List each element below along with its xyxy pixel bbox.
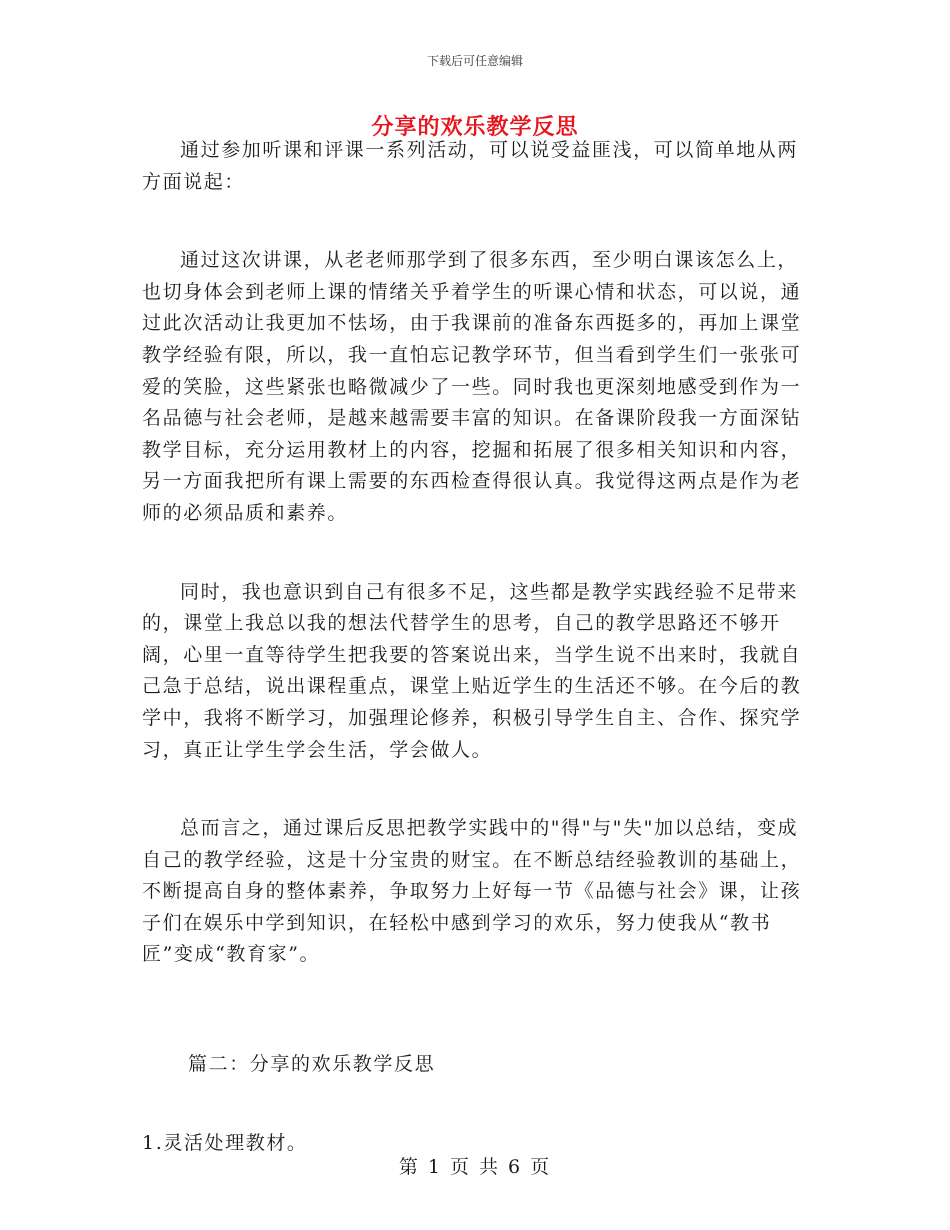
list-item: 1.灵活处理教材。 bbox=[142, 1131, 308, 1154]
paragraph-intro: 通过参加听课和评课一系列活动，可以说受益匪浅，可以简单地从两方面说起： bbox=[142, 139, 799, 193]
paragraph-gap bbox=[142, 198, 808, 245]
header-note: 下载后可任意编辑 bbox=[426, 54, 523, 68]
paragraph-shortcomings: 同时，我也意识到自己有很多不足，这些都是教学实践经验不足带来的，课堂上我总以我的想法代替学生的思考，自己的教学思路还不够开阔，心里一直等待学生把我要的答案说出来，当学生说不出来时，我就自己急于总结，说出课程重点，课堂上贴近学生的生活还不够。在今后的教学中，我将不断学习，加强理论修养，积极引导学生自主、合作、探究学习，真正让学生学会生活，学会做人。 bbox=[142, 580, 802, 761]
footer-total-pages: 6 bbox=[508, 1156, 523, 1178]
document-title: 分享的欢乐教学反思 bbox=[371, 114, 579, 140]
paragraph-gap bbox=[142, 766, 808, 813]
paragraph-gap bbox=[142, 530, 808, 577]
section-heading: 篇二：分享的欢乐教学反思 bbox=[188, 1053, 436, 1076]
footer-middle: 页 共 bbox=[449, 1156, 501, 1178]
paragraph-lecture-experience: 通过这次讲课，从老老师那学到了很多东西，至少明白课该怎么上，也切身体会到老师上课的情绪关乎着学生的听课心情和状态，可以说，通过此次活动让我更加不怯场，由于我课前的准备东西挺多的，再加上课堂教学经验有限，所以，我一直怕忘记教学环节，但当看到学生们一张张可爱的笑脸，这些紧张也略微减少了一些。同时我也更深刻地感受到作为一名品德与社会老师，是越来越需要丰富的知识。在备课阶段我一方面深钻教学目标，充分运用教材上的内容，挖掘和拓展了很多相关知识和内容，另一方面我把所有课上需要的东西检查得很认真。我觉得这两点是作为老师的必须品质和素养。 bbox=[142, 249, 802, 524]
document-body bbox=[142, 135, 808, 1159]
paragraph-gap bbox=[142, 1081, 808, 1128]
paragraph-conclusion: 总而言之，通过课后反思把教学实践中的"得"与"失"加以总结，变成自己的教学经验，这是十分宝贵的财宝。在不断总结经验教训的基础上，不断提高自身的整体素养，争取努力上好每一节《品德与社会》课，让孩子们在娱乐中学到知识，在轻松中感到学习的欢乐，努力使我从“教书匠”变成“教育家”。 bbox=[142, 817, 802, 966]
footer-prefix: 第 bbox=[398, 1156, 420, 1178]
page-footer bbox=[0, 1152, 950, 1179]
footer-current-page: 1 bbox=[427, 1156, 442, 1178]
paragraph-gap bbox=[142, 971, 808, 1049]
footer-suffix: 页 bbox=[530, 1156, 552, 1178]
